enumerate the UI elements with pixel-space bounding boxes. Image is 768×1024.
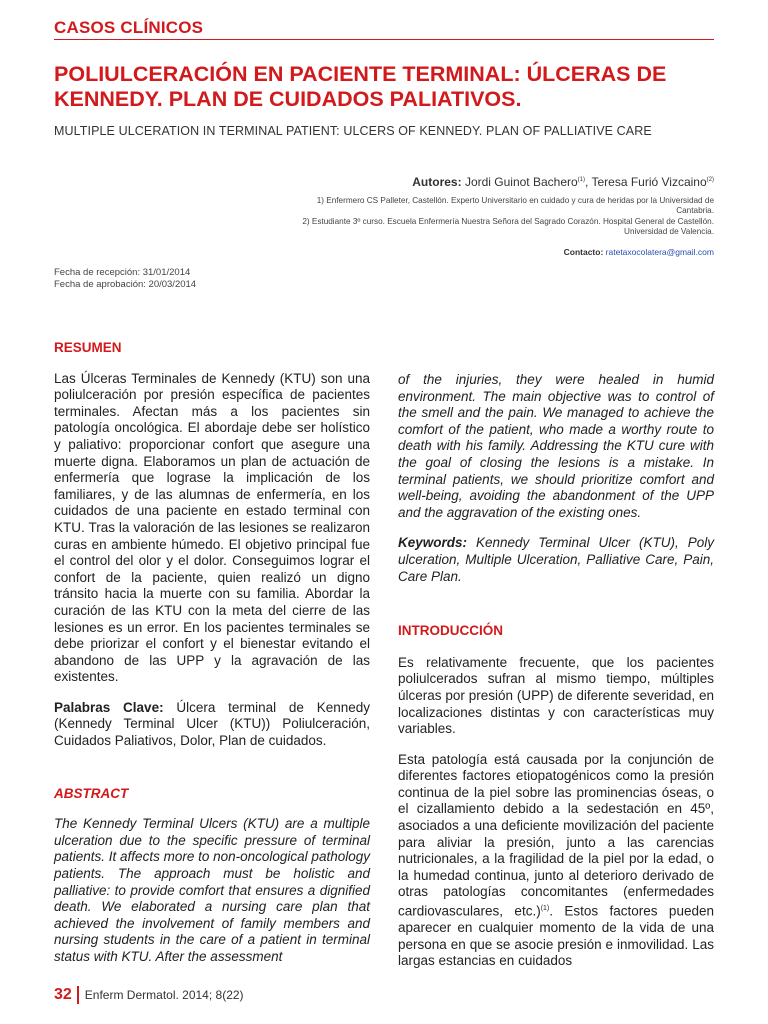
section-divider — [54, 39, 714, 40]
journal-citation: Enferm Dermatol. 2014; 8(22) — [84, 988, 244, 1002]
introduccion-heading: INTRODUCCIÓN — [398, 623, 503, 639]
left-column — [54, 340, 370, 966]
date-received: Fecha de recepción: 31/01/2014 — [54, 267, 191, 278]
author-1: Jordi Guinot Bachero — [464, 175, 578, 189]
author-2-ref: (2) — [706, 177, 714, 183]
author-2: Teresa Furió Vizcaino — [591, 175, 707, 189]
introduccion-paragraph-2-b: . Estos factores pueden aparecer en cualquier momento de la vida de una persona en que se asocie presión e inmovilidad. Las largas estancias en cuidados — [398, 903, 714, 969]
contact-line — [564, 247, 714, 257]
contact-label: Contacto: — [563, 247, 604, 257]
abstract-text-part2: of the injuries, they were healed in humid environment. The main objective was to control of the smell and the pain. We managed to achieve the comfort of the patient, who made a worthy route to death with his family. Addressing the KTU cure with the goal of closing the lesions is a mistake. In terminal patients, we should prioritize comfort and well-being, avoiding the abandonment of the UPP and the aggravation of the existing ones. — [398, 372, 714, 520]
abstract-text-part1: The Kennedy Terminal Ulcers (KTU) are a multiple ulceration due to the specific pressure of terminal patients. It affects more to non-oncological pathology patients. The approach must be holistic and palliative: to provide comfort that ensures a dignified death. We elaborated a nursing care plan that achieved the involvement of family members and nursing students in the care of a patient in terminal status with KTU. After the assessment — [54, 816, 370, 964]
dates-block — [54, 267, 196, 291]
page-footer — [54, 986, 244, 1004]
date-approved: Fecha de aprobación: 20/03/2014 — [54, 279, 197, 290]
contact-email-link[interactable]: ratetaxocolatera@gmail.com — [605, 247, 714, 257]
resumen-text: Las Úlceras Terminales de Kennedy (KTU) son una poliulceración por presión específica de pacientes terminales. Afectan más a los pacientes sin patología oncológica. El abordaje debe ser holístico y paliativo: proporcionar confort que asegure una muerte digna. Elaboramos un plan de actuación de enfermería que lograse la implicación de los familiares, y de las alumnas de enfermería, en los cuidados de una paciente en estado terminal con KTU. Tras la valoración de las lesiones se realizaron curas en ambiente húmedo. El objetivo principal fue el control del olor y el dolor. Conseguimos lograr el confort de la paciente, quien realizó un digno tránsito hacia la muerte con su familia. Abordar la curación de las KTU con la meta del cierre de las lesiones es un error. En los pacientes terminales se debe priorizar el confort y el bienestar evitando el abandono de las UPP y la agravación de las existentes. — [54, 370, 370, 685]
page-number: 32 — [54, 986, 72, 1003]
author-separator: , — [585, 175, 589, 189]
citation-ref: (1) — [540, 905, 550, 913]
keywords-text: Kennedy Terminal Ulcer (KTU), Poly ulceration, Multiple Ulceration, Palliative Care, Pain, Care Plan. — [398, 535, 714, 584]
introduccion-paragraph-1: Es relativamente frecuente, que los pacientes poliulcerados sufran al mismo tiempo, múltiples úlceras por presión (UPP) de diferente severidad, en localizaciones distintas y con características muy variables. — [398, 654, 714, 737]
right-column — [398, 372, 714, 970]
article-title: POLIULCERACIÓN EN PACIENTE TERMINAL: ÚLCERAS DE KENNEDY. PLAN DE CUIDADOS PALIATIVOS. — [54, 62, 667, 111]
affiliation-1: 1) Enfermero CS Palleter, Castellón. Experto Universitario en cuidado y cura de heridas por la Universidad de Cantabria. — [316, 196, 714, 215]
abstract-heading: ABSTRACT — [54, 785, 129, 801]
section-label: CASOS CLÍNICOS — [54, 18, 204, 37]
palabras-clave — [54, 700, 370, 750]
palabras-clave-label: Palabras Clave: — [54, 699, 164, 715]
authors-label: Autores: — [412, 175, 462, 189]
keywords-label: Keywords: — [398, 535, 468, 551]
affiliation-2: 2) Estudiante 3º curso. Escuela Enfermería Nuestra Señora del Sagrado Corazón. Hospital General de Castellón. Universidad de Valencia. — [302, 217, 714, 236]
introduccion-paragraph-2-a: Esta patología está causada por la conjunción de diferentes factores etiopatogénicos como la presión continua de la piel sobre las prominencias óseas, o el cizallamiento debido a la sedestación en 45º, asociados a una deficiente movilización del paciente para aliviar la presión, junto a las carencias nutricionales, a la fragilidad de la piel por la edad, o la humedad continua, junto al deterioro derivado de otras patologías concomitantes (enfermedades cardiovasculares, etc.) — [398, 751, 714, 919]
palabras-clave-text: Úlcera terminal de Kennedy (Kennedy Terminal Ulcer (KTU)) Poliulceración, Cuidados Paliativos, Dolor, Plan de cuidados. — [54, 699, 370, 749]
keywords — [398, 535, 714, 585]
article-subtitle: MULTIPLE ULCERATION IN TERMINAL PATIENT: ULCERS OF KENNEDY. PLAN OF PALLIATIVE CARE — [54, 124, 652, 138]
introduccion-paragraph-2 — [398, 752, 714, 970]
authors-line — [412, 175, 714, 189]
resumen-heading: RESUMEN — [54, 340, 122, 355]
footer-divider — [77, 986, 79, 1004]
author-1-ref: (1) — [577, 177, 586, 183]
